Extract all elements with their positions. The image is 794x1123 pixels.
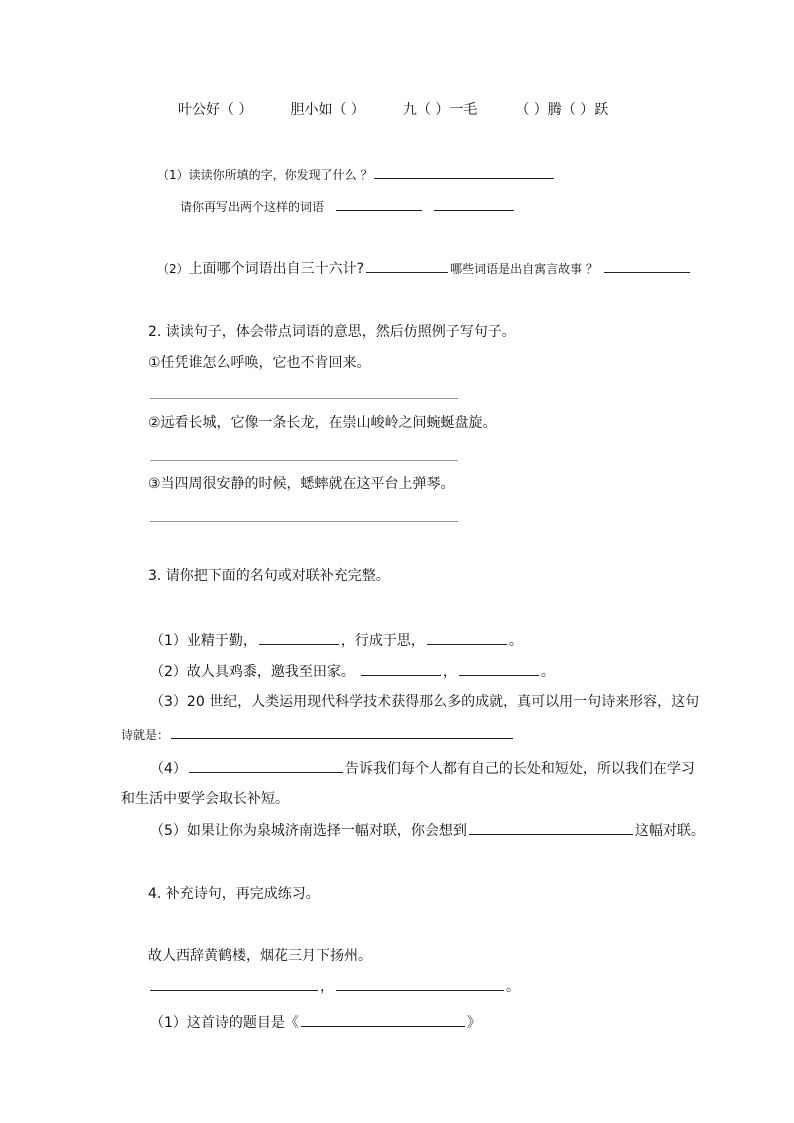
q3-s2-text-c: 。 <box>540 664 555 680</box>
q2-title: 2. 读读句子，体会带点词语的意思，然后仿照例子写句子。 <box>148 324 516 340</box>
q4-sub1-text-a: （1）这首诗的题目是《 <box>150 1015 299 1031</box>
q4-poem-blanks <box>150 976 520 997</box>
idiom-4: （ ）腾（ ）跃 <box>515 102 609 118</box>
q3-s1-text-b: ，行成于思， <box>340 633 425 649</box>
q1-sub2-text-b: 哪些词语是出自寓言故事 ？ <box>450 262 598 276</box>
answer-blank[interactable] <box>150 976 318 991</box>
q3-s3-cont <box>121 724 515 745</box>
q3-s2 <box>150 661 555 682</box>
q3-s5-text-a: （5）如果让你为泉城济南选择一幅对联，你会想到 <box>150 823 467 839</box>
answer-blank[interactable] <box>171 724 513 739</box>
q4-period: 。 <box>506 979 520 995</box>
answer-blank[interactable] <box>434 196 514 211</box>
answer-blank[interactable] <box>336 976 504 991</box>
answer-blank[interactable] <box>189 758 343 773</box>
q3-s3: （3）20 世纪，人类运用现代科学技术获得那么多的成就，真可以用一句诗来形容，这句 <box>150 694 700 710</box>
idiom-1: 叶公好（ ） <box>178 102 253 118</box>
q1-sub1-prompt: 请你再写出两个这样的词语 <box>180 200 325 214</box>
q1-sub2-label: （2） <box>157 262 189 276</box>
answer-blank[interactable] <box>427 630 507 645</box>
answer-blank[interactable] <box>301 1012 465 1027</box>
q3-s4 <box>150 758 695 779</box>
q3-s5-text-b: 这幅对联。 <box>634 823 705 839</box>
idiom-row <box>178 100 608 120</box>
q1-sub2 <box>157 258 692 279</box>
answer-blank[interactable] <box>361 661 441 676</box>
q1-sub2-text-a: 上面哪个词语出自三十六计? <box>188 261 365 277</box>
q4-comma: ， <box>320 979 334 995</box>
answer-blank[interactable] <box>604 258 690 273</box>
q3-s1-text-a: （1）业精于勤， <box>150 633 257 649</box>
q3-s1-text-c: 。 <box>508 633 523 649</box>
q1-sub1-prompt-row <box>180 196 516 217</box>
q3-s3-text-b: 诗就是： <box>121 728 170 742</box>
q4-sub1 <box>150 1012 481 1033</box>
q4-sub1-text-b: 》 <box>466 1015 481 1031</box>
q3-title: 3. 请你把下面的名句或对联补充完整。 <box>148 568 390 584</box>
idiom-3: 九（ ）一毛 <box>402 102 478 118</box>
q2-item-3: ③当四周很安静的时候，蟋蟀就在这平台上弹琴。 <box>148 476 455 492</box>
q1-sub1 <box>157 164 556 185</box>
q3-s1 <box>150 630 523 651</box>
q2-answer-line-1[interactable] <box>150 398 458 399</box>
q3-s2-text-a: （2）故人具鸡黍，邀我至田家。 <box>150 664 355 680</box>
answer-blank[interactable] <box>366 258 448 273</box>
q2-answer-line-3[interactable] <box>150 521 458 522</box>
q4-poem: 故人西辞黄鹤楼，烟花三月下扬州。 <box>148 948 372 964</box>
q1-sub1-text: 读读你所填的字，你发现了什么 ？ <box>188 168 373 182</box>
q1-sub1-label: （1） <box>157 168 189 182</box>
q4-title: 4. 补充诗句，再完成练习。 <box>148 886 320 902</box>
answer-blank[interactable] <box>336 196 422 211</box>
q3-s4-text-a: （4） <box>150 761 187 777</box>
answer-blank[interactable] <box>469 820 633 835</box>
answer-blank[interactable] <box>259 630 339 645</box>
answer-blank[interactable] <box>459 661 539 676</box>
q3-s2-text-b: ， <box>442 664 457 680</box>
q3-s4-text-b: 告诉我们每个人都有自己的长处和短处，所以我们在学习 <box>344 761 695 777</box>
q2-answer-line-2[interactable] <box>150 460 458 461</box>
idiom-2: 胆小如（ ） <box>290 102 365 118</box>
q3-s4-cont: 和生活中要学会取长补短。 <box>121 791 289 807</box>
answer-blank[interactable] <box>374 164 554 179</box>
q3-s5 <box>150 820 705 841</box>
q2-item-1: ①任凭谁怎么呼唤，它也不肯回来。 <box>148 355 371 371</box>
q2-item-2: ②远看长城，它像一条长龙，在崇山峻岭之间蜿蜒盘旋。 <box>148 415 497 431</box>
